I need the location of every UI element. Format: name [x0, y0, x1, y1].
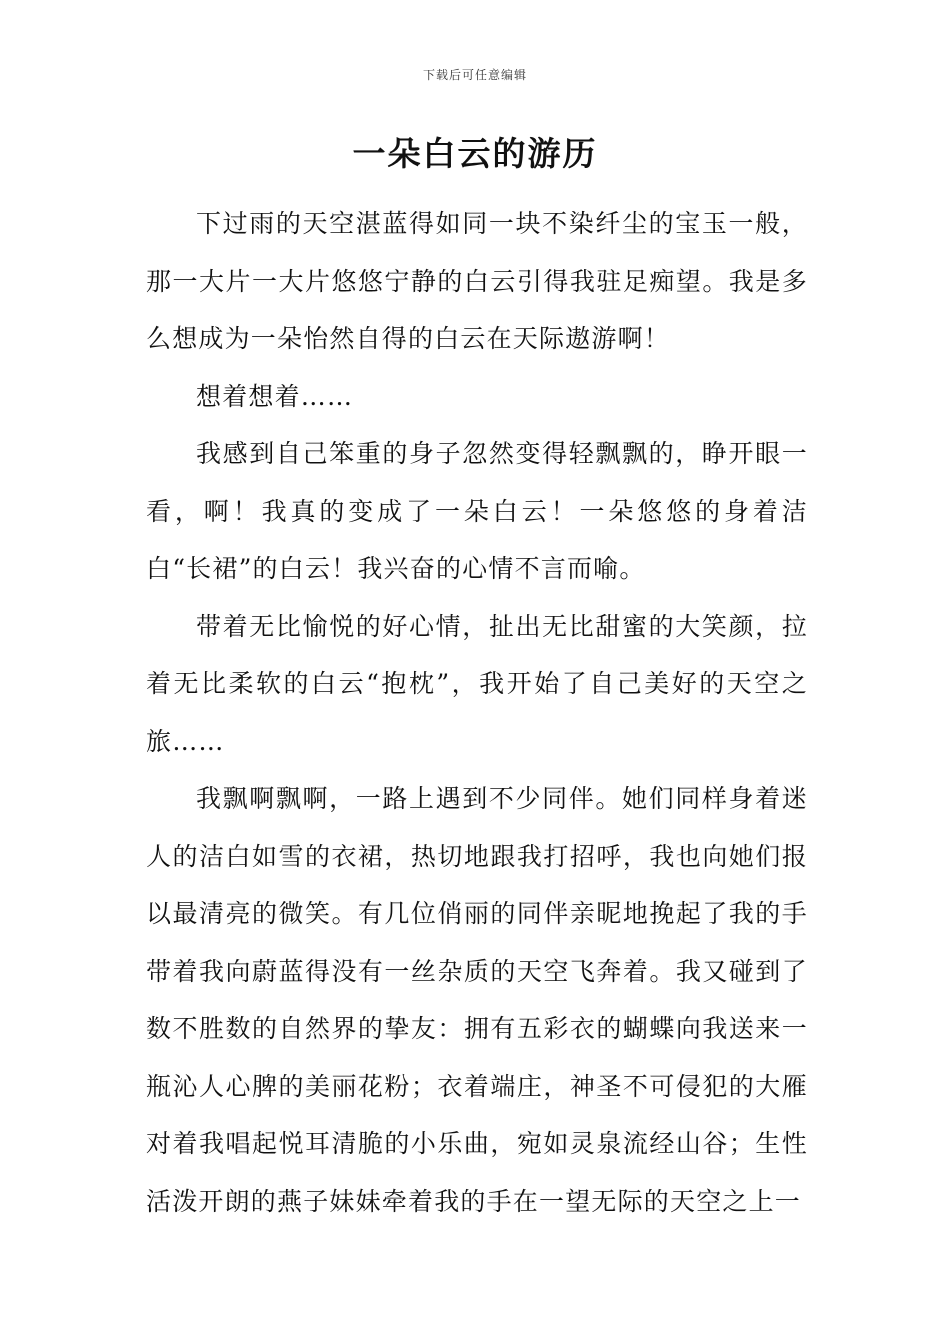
paragraph: 想着想着……	[196, 381, 354, 411]
document-body	[146, 195, 808, 1230]
paragraph: 下过雨的天空湛蓝得如同一块不染纤尘的宝玉一般，那一大片一大片悠悠宁静的白云引得我驻足痴望。我是多么想成为一朵怡然自得的白云在天际遨游啊！	[146, 209, 808, 353]
header-note: 下载后可任意编辑	[422, 68, 527, 82]
paragraph: 我飘啊飘啊，一路上遇到不少同伴。她们同样身着迷人的洁白如雪的衣裙，热切地跟我打招呼，我也向她们报以最清亮的微笑。有几位俏丽的同伴亲昵地挽起了我的手带着我向蔚蓝得没有一丝杂质的天空飞奔着。我又碰到了数不胜数的自然界的挚友：拥有五彩衣的蝴蝶向我送来一瓶沁人心脾的美丽花粉；衣着端庄，神圣不可侵犯的大雁对着我唱起悦耳清脆的小乐曲，宛如灵泉流经山谷；生性活泼开朗的燕子妹妹牵着我的手在一望无际的天空之上一	[146, 784, 808, 1216]
paragraph: 我感到自己笨重的身子忽然变得轻飘飘的，睁开眼一看，啊！我真的变成了一朵白云！一朵悠悠的身着洁白“长裙”的白云！我兴奋的心情不言而喻。	[146, 439, 808, 583]
paragraph: 带着无比愉悦的好心情，扯出无比甜蜜的大笑颜，拉着无比柔软的白云“抱枕”，我开始了自己美好的天空之旅……	[146, 611, 808, 756]
document-title: 一朵白云的游历	[352, 134, 598, 173]
